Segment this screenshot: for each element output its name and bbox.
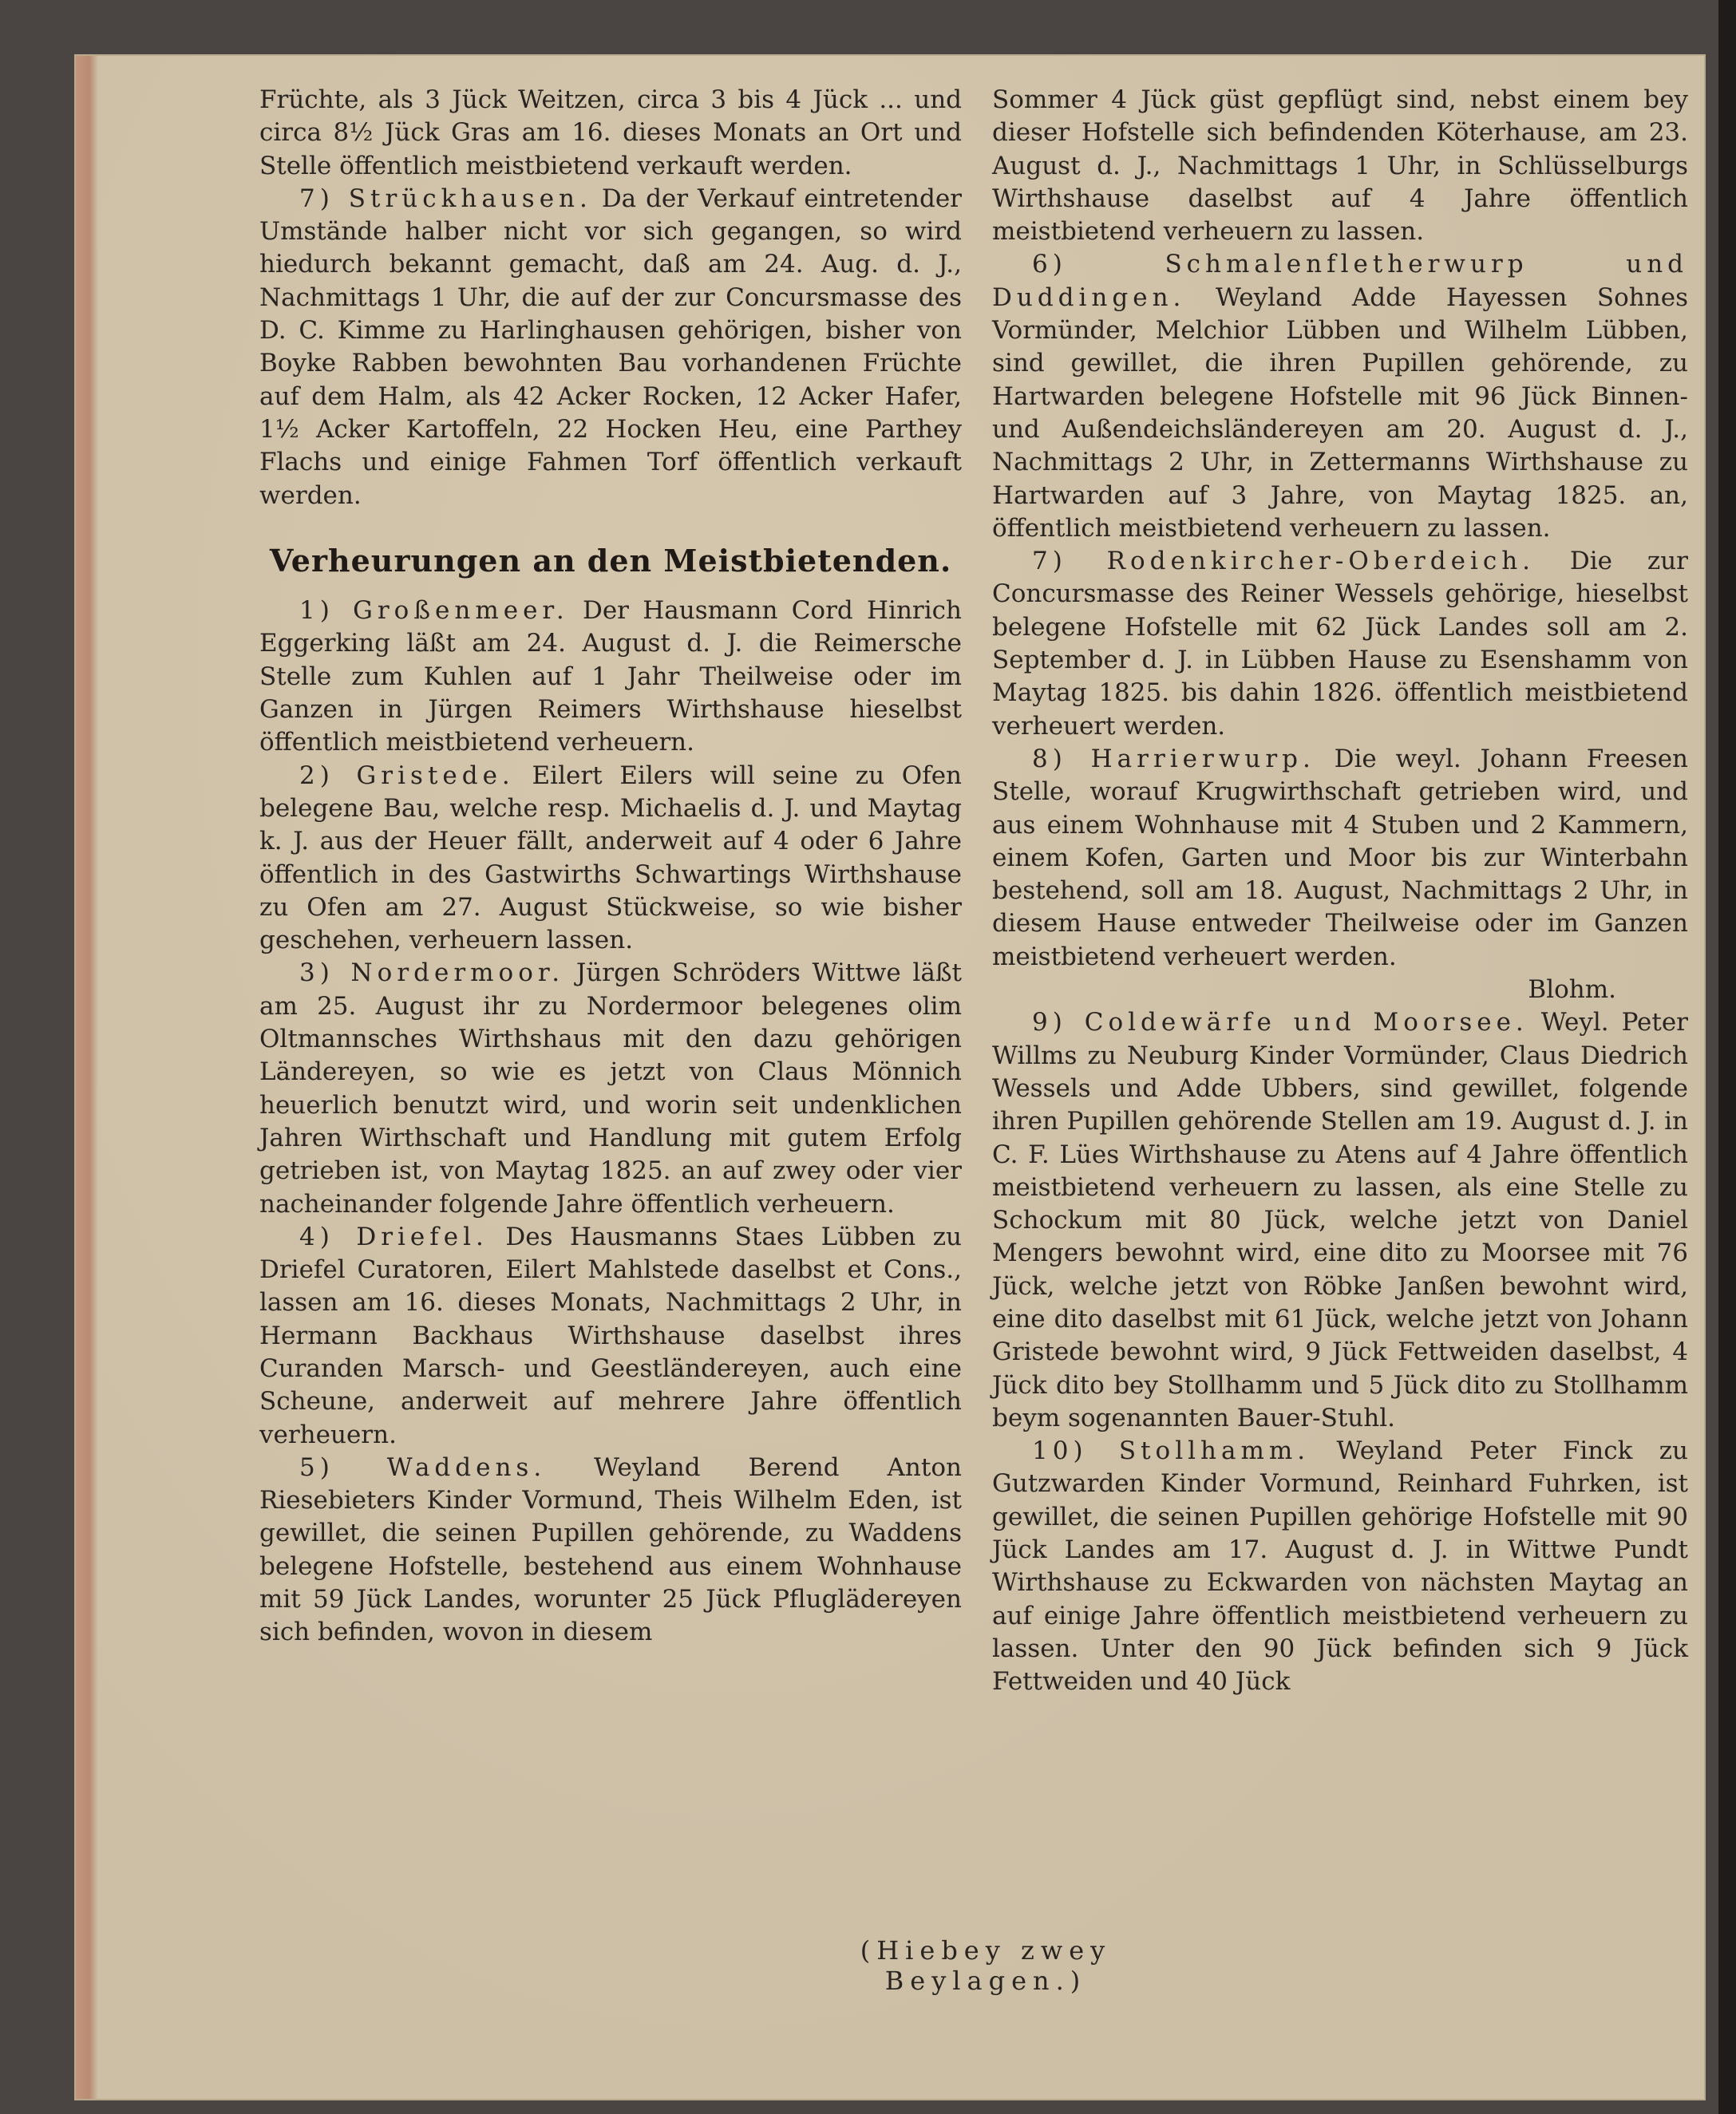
- notice-title: 8) Harrierwurp.: [1032, 744, 1315, 773]
- notice-body: Weyl. Peter Willms zu Neuburg Kinder Vormünder, Claus Diedrich Wessels und Adde Ubbers, sind gewillet, folgende ihren Pupillen gehörende Stellen am 19. August d. J. in C. F. Lües Wirthshause zu Atens auf 4 Jahre öffentlich meistbietend verheuern zu lassen, als eine Stelle zu Schockum mit 80 Jück, welche jetzt von Daniel Mengers bewohnt wird, eine dito zu Moorsee mit 76 Jück, welche jetzt von Röbke Janßen bewohnt wird, eine dito daselbst mit 61 Jück, welche jetzt von Johann Gristede bewohnt wird, 9 Jück Fettweiden daselbst, 4 Jück dito bey Stollhamm und 5 Jück dito zu Stollhamm beym sogenannten Bauer-Stuhl.: [992, 1008, 1689, 1432]
- notice-title: 9) Coldewärfe und Moorsee.: [1032, 1008, 1528, 1037]
- notice-10-stollhamm: [992, 1435, 1688, 1698]
- notice-8-harrierwurp: [992, 743, 1688, 974]
- notice-title: 6) Schmalenfletherwurp und Duddingen.: [992, 250, 1688, 312]
- notice-body: Weyland Adde Hayessen Sohnes Vormünder, Melchior Lübben und Wilhelm Lübben, sind gewillet, die ihren Pupillen gehörende, zu Hartwarden belegene Hofstelle mit 96 Jück Binnen- und Außendeichsländereyen am 20. August d. J., Nachmittags 2 Uhr, in Zettermanns Wirthshause zu Hartwarden auf 3 Jahre, von Maytag 1825. an, öffentlich meistbietend verheuern zu lassen.: [992, 283, 1688, 543]
- notice-9-coldewaerfe: [992, 1006, 1688, 1435]
- notice-title: 1) Großenmeer.: [299, 596, 569, 626]
- notice-5-waddens: [259, 1452, 962, 1650]
- notice-body: Die weyl. Johann Freesen Stelle, worauf Krugwirthschaft getrieben wird, und aus einem Wohnhause mit 4 Stuben und 2 Kammern, einem Kofen, Garten und Moor bis zur Winterbahn bestehend, soll am 18. August, Nachmittags 2 Uhr, in diesem Hause entweder Theilweise oder im Ganzen meistbietend verheuert werden.: [992, 744, 1689, 971]
- notice-title: 7) Strückhausen.: [299, 184, 592, 213]
- paragraph-continued: Sommer 4 Jück güst gepflügt sind, nebst einem bey dieser Hofstelle sich befindenden Köterhause, am 23. August d. J., Nachmittags 1 Uhr, in Schlüsselburgs Wirthshause daselbst auf 4 Jahre öffentlich meistbietend verheuern zu lassen.: [992, 85, 1688, 247]
- left-column: [259, 84, 962, 1650]
- notice-body: Des Hausmanns Staes Lübben zu Driefel Curatoren, Eilert Mahlstede daselbst et Cons., lassen am 16. dieses Monats, Nachmittags 2 Uhr, in Hermann Backhaus Wirthshause daselbst ihres Curanden Marsch- und Geestländereyen, auch eine Scheune, anderweit auf mehrere Jahre öffentlich verheuern.: [259, 1222, 962, 1449]
- notice-title: 5) Waddens.: [299, 1452, 547, 1482]
- notice-body: Der Hausmann Cord Hinrich Eggerking läßt am 24. August d. J. die Reimersche Stelle zum Kuhlen auf 1 Jahr Theilweise oder im Ganzen in Jürgen Reimers Wirthshause hieselbst öffentlich meistbietend verheuern.: [259, 596, 962, 757]
- page-edge: [76, 56, 98, 2099]
- notice-body: Jürgen Schröders Wittwe läßt am 25. August ihr zu Nordermoor belegenes olim Oltmannsches Wirthshaus mit den dazu gehörigen Ländereyen, so wie es jetzt von Claus Mönnich heuerlich benutzt wird, und worin seit undenklichen Jahren Wirthschaft und Handlung mit gutem Erfolg getrieben ist, von Maytag 1825. an auf zwey oder vier nacheinander folgende Jahre öffentlich verheuern.: [259, 958, 962, 1219]
- notice-body: Weyland Peter Finck zu Gutzwarden Kinder Vormund, Reinhard Fuhrken, ist gewillet, die seinen Pupillen gehörige Hofstelle mit 90 Jück Landes am 17. August d. J. in Wittwe Pundt Wirthshause zu Eckwarden von nächsten Maytag an auf einige Jahre öffentlich meistbietend verheuern zu lassen. Unter den 90 Jück befinden sich 9 Jück Fettweiden und 40 Jück: [992, 1436, 1688, 1697]
- scan-border: [1718, 0, 1736, 2114]
- section-heading: Verheurungen an den Meistbietenden.: [269, 542, 952, 579]
- notice-1-grossenmeer: [259, 595, 962, 759]
- notice-title: 3) Nordermoor.: [299, 958, 565, 988]
- notice-7-rodenkircher: [992, 545, 1688, 743]
- notice-body: Eilert Eilers will seine zu Ofen belegene Bau, welche resp. Michaelis d. J. und Maytag k. J. aus der Heuer fällt, anderweit auf 4 oder 6 Jahre öffentlich in des Gastwirths Schwartings Wirthshause zu Ofen am 27. August Stückweise, so wie bisher geschehen, verheuern lassen.: [259, 761, 962, 955]
- notice-body: Da der Verkauf eintretender Umstände halber nicht vor sich gegangen, so wird hiedurch bekannt gemacht, daß am 24. Aug. d. J., Nachmittags 1 Uhr, die auf der zur Concursmasse des D. C. Kimme zu Harlinghausen gehörigen, bisher von Boyke Rabben bewohnten Bau vorhandenen Früchte auf dem Halm, als 42 Acker Rocken, 12 Acker Hafer, 1½ Acker Kartoffeln, 22 Hocken Heu, eine Parthey Flachs und einige Fahmen Torf öffentlich verkauft werden.: [259, 184, 962, 510]
- notice-title: 2) Gristede.: [299, 761, 515, 790]
- notice-3-nordermoor: [259, 957, 962, 1220]
- supplement-note: (Hiebey zwey Beylagen.): [860, 1935, 1112, 1996]
- notice-title: 10) Stollhamm.: [1032, 1436, 1311, 1466]
- notice-2-gristede: [259, 760, 962, 958]
- signature: Blohm.: [1528, 975, 1616, 1005]
- notice-body: Weyland Berend Anton Riesebieters Kinder Vormund, Theis Wilhelm Eden, ist gewillet, die seinen Pupillen gehörende, zu Waddens belegene Hofstelle, bestehend aus einem Wohnhause mit 59 Jück Landes, worunter 25 Jück Pfluglädereyen sich befinden, wovon in diesem: [259, 1452, 962, 1647]
- right-column: [992, 84, 1688, 1699]
- notice-title: 4) Driefel.: [299, 1222, 488, 1251]
- notice-7-strueckhausen: [259, 183, 962, 512]
- notice-body: Die zur Concursmasse des Reiner Wessels gehörige, hieselbst belegene Hofstelle mit 62 Jück Landes soll am 2. September d. J. in Lübben Hause zu Esenshamm von Maytag 1825. bis dahin 1826. öffentlich meistbietend verheuert werden.: [992, 547, 1688, 741]
- paragraph-continued: Früchte, als 3 Jück Weitzen, circa 3 bis 4 Jück ... und circa 8½ Jück Gras am 16. dieses Monats an Ort und Stelle öffentlich meistbietend verkauft werden.: [259, 85, 962, 180]
- notice-4-driefel: [259, 1221, 962, 1452]
- notice-6-schmalenfletherwurp: [992, 248, 1688, 545]
- notice-title: 7) Rodenkircher-Oberdeich.: [1032, 547, 1536, 576]
